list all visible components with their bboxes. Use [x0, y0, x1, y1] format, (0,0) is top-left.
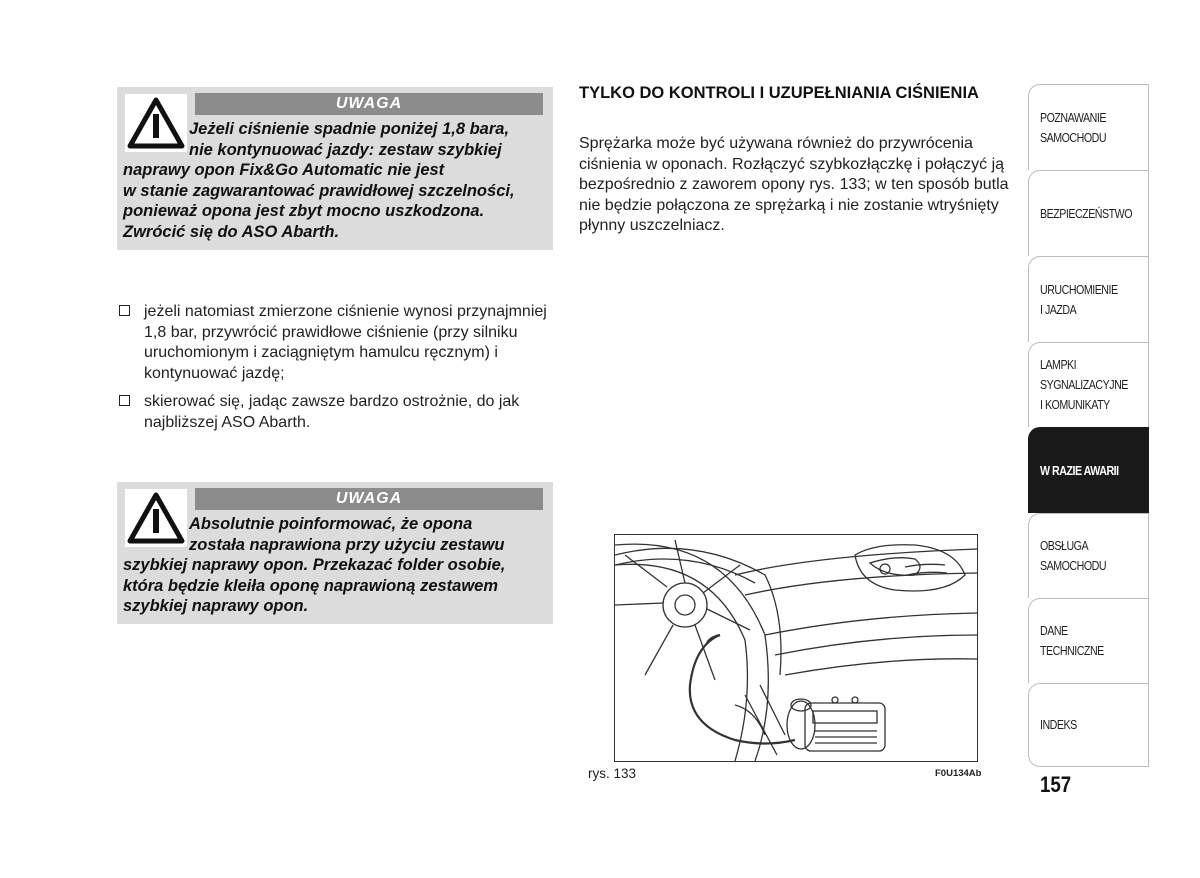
warning-line: szybkiej naprawy opon. Przekazać folder osobie, [123, 556, 506, 574]
tab-label: INDEKS [1040, 717, 1077, 732]
checkbox-bullet-icon [119, 305, 130, 316]
tab-w-razie-awarii[interactable] [1028, 427, 1149, 513]
tab-label: POZNAWANIE SAMOCHODU [1040, 109, 1107, 145]
tab-poznawanie-samochodu[interactable] [1028, 84, 1149, 170]
warning-line: naprawy opon Fix&Go Automatic nie jest [123, 161, 445, 179]
warning-line: została naprawiona przy użyciu zestawu [189, 535, 505, 554]
tab-label: OBSŁUGA SAMOCHODU [1040, 538, 1107, 573]
tab-label: URUCHOMIENIE I JAZDA [1040, 281, 1118, 317]
warning-line: która będzie kleiła oponę naprawioną zestawem [123, 576, 499, 595]
tab-lampki-sygnalizacyjne[interactable] [1028, 342, 1149, 427]
tab-dane-techniczne[interactable] [1028, 598, 1149, 683]
figure-code: F0U134Ab [935, 768, 982, 779]
tab-indeks[interactable] [1028, 683, 1149, 767]
figure-label: rys. 133 [588, 766, 637, 781]
warning-title: UWAGA [195, 93, 543, 115]
tab-label: BEZPIECZEŃSTWO [1040, 205, 1133, 221]
warning-line: Jeżeli ciśnienie spadnie poniżej 1,8 bara, [189, 120, 510, 138]
tab-label: DANE TECHNICZNE [1040, 623, 1104, 658]
warning-title: UWAGA [195, 488, 543, 510]
compressor-tire-drawing [615, 535, 977, 761]
checkbox-bullet-icon [119, 395, 130, 406]
section-title: TYLKO DO KONTROLI I UZUPEŁNIANIA CIŚNIENIA [579, 84, 979, 102]
bullet-list [118, 302, 558, 441]
warning-line: w stanie zagwarantować prawidłowej szczelności, [123, 181, 515, 200]
tab-uruchomienie-i-jazda[interactable] [1028, 256, 1149, 342]
bullet-item [118, 392, 558, 433]
warning-line: szybkiej naprawy opon. [123, 597, 309, 615]
figure-compressor-illustration [614, 534, 978, 762]
section-body: Sprężarka może być używana również do przywrócenia ciśnienia w oponach. Rozłączyć szybkozłączkę i połączyć ją bezpośrednio z zaworem opony rys. 133; w ten sposób butla nie będzie połączona ze sprężarką i nie zostanie wtryśnięty płynny uszczelniacz. [579, 135, 1009, 234]
warning-box-1 [117, 87, 553, 250]
bullet-text: jeżeli natomiast zmierzone ciśnienie wynosi przynajmniej 1,8 bar, przywrócić prawidłowe ciśnienie (przy silniku uruchomionym i zaciągniętym hamulcu ręcznym) i kontynuować jazdę; [144, 303, 547, 382]
bullet-text: skierować się, jadąc zawsze bardzo ostrożnie, do jak najbliższej ASO Abarth. [144, 393, 520, 431]
chapter-tabs [1028, 84, 1149, 767]
warning-line: ponieważ opona jest zbyt mocno uszkodzona. [123, 202, 485, 220]
tab-bezpieczenstwo[interactable] [1028, 170, 1149, 256]
tab-label: W RAZIE AWARII [1040, 462, 1119, 478]
warning-line: Absolutnie poinformować, że opona [189, 515, 473, 533]
page-number: 157 [1040, 772, 1072, 797]
tab-label: LAMPKI SYGNALIZACYJNE I KOMUNIKATY [1040, 357, 1128, 412]
warning-triangle-icon [125, 489, 187, 547]
warning-triangle-icon [125, 94, 187, 152]
tab-obsluga-samochodu[interactable] [1028, 513, 1149, 598]
warning-line: Zwrócić się do ASO Abarth. [123, 222, 340, 241]
warning-box-2 [117, 482, 553, 624]
warning-line: nie kontynuować jazdy: zestaw szybkiej [189, 140, 502, 159]
bullet-item [118, 302, 558, 384]
